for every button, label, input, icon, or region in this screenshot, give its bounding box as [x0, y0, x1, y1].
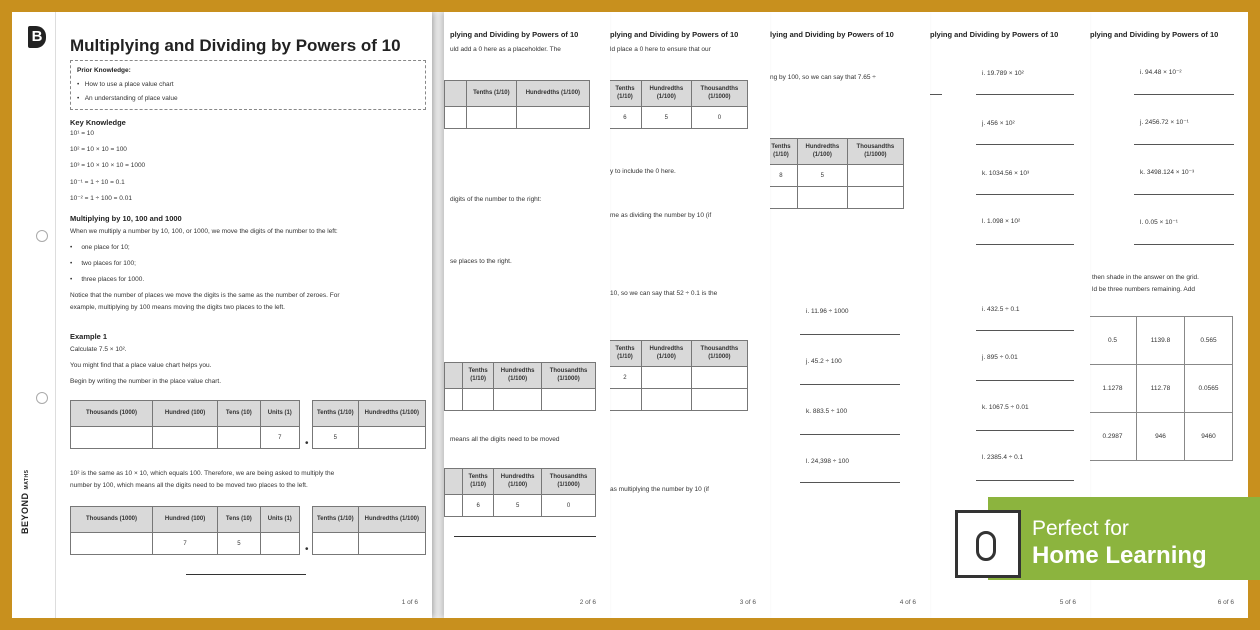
table-cell [847, 165, 903, 187]
key-fact: 10⁻² = 1 ÷ 100 = 0.01 [70, 195, 132, 202]
prior-knowledge-box [70, 60, 426, 110]
question-j: j. 45.2 ÷ 100 [806, 358, 842, 365]
th-tenths: Tenths (1/10) [467, 81, 517, 107]
table-cell [71, 427, 153, 449]
page-number: 5 of 6 [1059, 599, 1076, 606]
question-l: l. 1.098 × 10² [982, 218, 1021, 225]
table-cell [691, 367, 747, 389]
place-value-table [608, 340, 748, 411]
question-i: i. 11.96 ÷ 1000 [806, 308, 849, 315]
body-text: as multiplying the number by 10 (if [610, 486, 709, 493]
table-cell: 5 [494, 495, 542, 517]
body-text: digits of the number to the right: [450, 196, 542, 203]
th-thousands: Thousands (1000) [71, 507, 153, 533]
page-number: 3 of 6 [739, 599, 756, 606]
badge-line-1: Perfect for [1032, 517, 1129, 540]
question-l: l. 2385.4 ÷ 0.1 [982, 454, 1024, 461]
th-tenths: Tenths (1/10) [463, 469, 494, 495]
th-tenths: Tenths (1/10) [313, 507, 359, 533]
worksheet-page-4 [764, 12, 930, 618]
instruction-line: then shade in the answer on the grid. [1092, 274, 1199, 281]
place-value-table [312, 506, 426, 555]
badge-line-2: Home Learning [1032, 542, 1207, 569]
th-hundredths: Hundredths (1/100) [516, 81, 589, 107]
grid-cell: 9460 [1185, 413, 1233, 461]
th-tenths: Tenths (1/10) [765, 139, 798, 165]
body-text: You might find that a place value chart helps you. [70, 362, 212, 369]
body-text: means all the digits need to be moved [450, 436, 560, 443]
body-text: 10² is the same as 10 × 10, which equals 100. Therefore, we are being asked to multiply the [70, 470, 335, 477]
page-number: 1 of 6 [401, 599, 418, 606]
body-text: Begin by writing the number in the place value chart. [70, 378, 222, 385]
place-value-table [444, 362, 596, 411]
table-cell [641, 367, 691, 389]
th-hundredths: Hundredths (1/100) [641, 341, 691, 367]
question-i: i. 19.789 × 10² [982, 70, 1024, 77]
decimal-point: • [305, 544, 309, 555]
body-text: uld add a 0 here as a placeholder. The [450, 46, 561, 53]
table-cell: 0 [542, 495, 596, 517]
place-value-table [70, 400, 300, 449]
table-cell [152, 427, 217, 449]
page-number: 4 of 6 [899, 599, 916, 606]
table-cell [313, 533, 359, 555]
table-cell: 6 [609, 107, 642, 129]
place-value-table [70, 506, 300, 555]
th-thousandths: Thousandths (1/1000) [691, 341, 747, 367]
page-number: 2 of 6 [579, 599, 596, 606]
decimal-point: • [305, 438, 309, 449]
body-text: y to include the 0 here. [610, 168, 676, 175]
table-cell [218, 427, 260, 449]
body-text: Notice that the number of places we move the digits is the same as the number of zeroes. For [70, 292, 340, 299]
body-text: Calculate 7.5 × 10². [70, 346, 127, 353]
body-text: When we multiply a number by 10, 100, or 1000, we move the digits of the number to the left: [70, 228, 338, 235]
list-item: • How to use a place value chart [77, 81, 174, 88]
th-units: Units (1) [260, 401, 299, 427]
place-value-table [444, 80, 590, 129]
body-text: me as dividing the number by 10 (if [610, 212, 712, 219]
example-heading: Example 1 [70, 332, 108, 341]
th-thousands: Thousands (1000) [71, 401, 153, 427]
th-hundred: Hundred (100) [152, 507, 217, 533]
page-header: plying and Dividing by Powers of 10 [930, 30, 1059, 39]
grid-cell: 0.2987 [1089, 413, 1137, 461]
page-header: plying and Dividing by Powers of 10 [610, 30, 739, 39]
th-thousandths: Thousandths (1/1000) [542, 363, 596, 389]
place-value-table [764, 138, 904, 209]
body-text: ng by 100, so we can say that 7.65 ÷ [770, 74, 876, 81]
worksheet-page-1 [56, 12, 432, 618]
body-text: ld place a 0 here to ensure that our [610, 46, 711, 53]
brand-logo: B [28, 26, 46, 48]
grid-cell: 946 [1137, 413, 1185, 461]
question-k: k. 3498.124 × 10⁻³ [1140, 169, 1195, 176]
page-title: Multiplying and Dividing by Powers of 10 [70, 36, 401, 55]
body-text: example, multiplying by 100 means moving the digits two places to the left. [70, 304, 285, 311]
page-header: lying and Dividing by Powers of 10 [770, 30, 894, 39]
list-item: • one place for 10; [70, 244, 130, 251]
table-cell: 0 [691, 107, 747, 129]
list-item: • two places for 100; [70, 260, 136, 267]
worksheet-page-2 [444, 12, 610, 618]
arrow-left [186, 574, 306, 575]
table-cell: 6 [463, 495, 494, 517]
grid-cell: 1.1278 [1089, 365, 1137, 413]
list-item: • three places for 1000. [70, 276, 145, 283]
question-l: l. 24,398 ÷ 100 [806, 458, 849, 465]
th-tens: Tens (10) [218, 507, 260, 533]
table-cell: 5 [641, 107, 691, 129]
table-cell: 5 [218, 533, 260, 555]
key-fact: 10² = 10 × 10 = 100 [70, 146, 127, 153]
body-text: number by 100, which means all the digits need to be moved two places to the left. [70, 482, 308, 489]
th-tens: Tens (10) [218, 401, 260, 427]
th-hundredths: Hundredths (1/100) [494, 363, 542, 389]
place-value-table [608, 80, 748, 129]
table-cell: 7 [260, 427, 299, 449]
question-k: k. 1067.5 ÷ 0.01 [982, 404, 1029, 411]
page-number: 6 of 6 [1217, 599, 1234, 606]
section-heading: Multiplying by 10, 100 and 1000 [70, 214, 182, 223]
th-hundred: Hundred (100) [152, 401, 217, 427]
question-j: j. 456 × 10² [982, 120, 1015, 127]
page-header: plying and Dividing by Powers of 10 [1090, 30, 1219, 39]
th-tenths: Tenths (1/10) [609, 341, 642, 367]
grid-cell: 0.0565 [1185, 365, 1233, 413]
th-tenths: Tenths (1/10) [313, 401, 359, 427]
grid-cell: 112.78 [1137, 365, 1185, 413]
place-value-table [444, 468, 596, 517]
key-fact: 10³ = 10 × 10 × 10 = 1000 [70, 162, 146, 169]
table-cell: 2 [609, 367, 642, 389]
list-item: • An understanding of place value [77, 95, 178, 102]
key-fact: 10⁻¹ = 1 ÷ 10 = 0.1 [70, 179, 125, 186]
th-hundredths: Hundredths (1/100) [797, 139, 847, 165]
th-thousandths: Thousandths (1/1000) [691, 81, 747, 107]
question-l: l. 0.05 × 10⁻¹ [1140, 219, 1178, 226]
th-tenths: Tenths (1/10) [463, 363, 494, 389]
instruction-line: ld be three numbers remaining. Add [1092, 286, 1195, 293]
table-cell: 7 [152, 533, 217, 555]
brand-wordmark: BEYOND MATHS [20, 469, 30, 534]
question-i: i. 94.48 × 10⁻² [1140, 69, 1182, 76]
th-units: Units (1) [260, 507, 299, 533]
th-tenths: Tenths (1/10) [609, 81, 642, 107]
table-cell [358, 533, 425, 555]
place-value-table [312, 400, 426, 449]
th-hundredths: Hundredths (1/100) [494, 469, 542, 495]
table-cell: 5 [313, 427, 359, 449]
table-cell [71, 533, 153, 555]
question-i: i. 432.5 ÷ 0.1 [982, 306, 1020, 313]
table-cell [358, 427, 425, 449]
th-hundredths: Hundredths (1/100) [641, 81, 691, 107]
punch-hole [36, 392, 48, 404]
th-thousandths: Thousandths (1/1000) [542, 469, 596, 495]
key-knowledge-heading: Key Knowledge [70, 118, 126, 127]
table-cell [260, 533, 299, 555]
answer-grid [1088, 316, 1233, 461]
grid-cell: 1139.8 [1137, 317, 1185, 365]
worksheet-page-3 [604, 12, 770, 618]
page-header: plying and Dividing by Powers of 10 [450, 30, 579, 39]
th-thousandths: Thousandths (1/1000) [847, 139, 903, 165]
question-j: j. 2456.72 × 10⁻¹ [1140, 119, 1189, 126]
house-mouse-icon [955, 510, 1021, 578]
question-k: k. 883.5 ÷ 100 [806, 408, 848, 415]
punch-hole [36, 230, 48, 242]
th-hundredths: Hundredths (1/100) [358, 401, 425, 427]
table-cell: 5 [797, 165, 847, 187]
key-fact: 10¹ = 10 [70, 130, 95, 137]
arrow-right [454, 536, 596, 537]
prior-knowledge-heading: Prior Knowledge: [77, 67, 131, 74]
body-text: se places to the right. [450, 258, 512, 265]
question-k: k. 1034.56 × 10³ [982, 170, 1030, 177]
binding-strip [12, 12, 56, 618]
mouse-icon [976, 531, 996, 561]
question-j: j. 895 ÷ 0.01 [982, 354, 1018, 361]
body-text: 10, so we can say that 52 ÷ 0.1 is the [610, 290, 718, 297]
home-learning-badge [988, 497, 1260, 580]
th-hundredths: Hundredths (1/100) [358, 507, 425, 533]
grid-cell: 0.565 [1185, 317, 1233, 365]
table-cell: 8 [765, 165, 798, 187]
grid-cell: 0.5 [1089, 317, 1137, 365]
